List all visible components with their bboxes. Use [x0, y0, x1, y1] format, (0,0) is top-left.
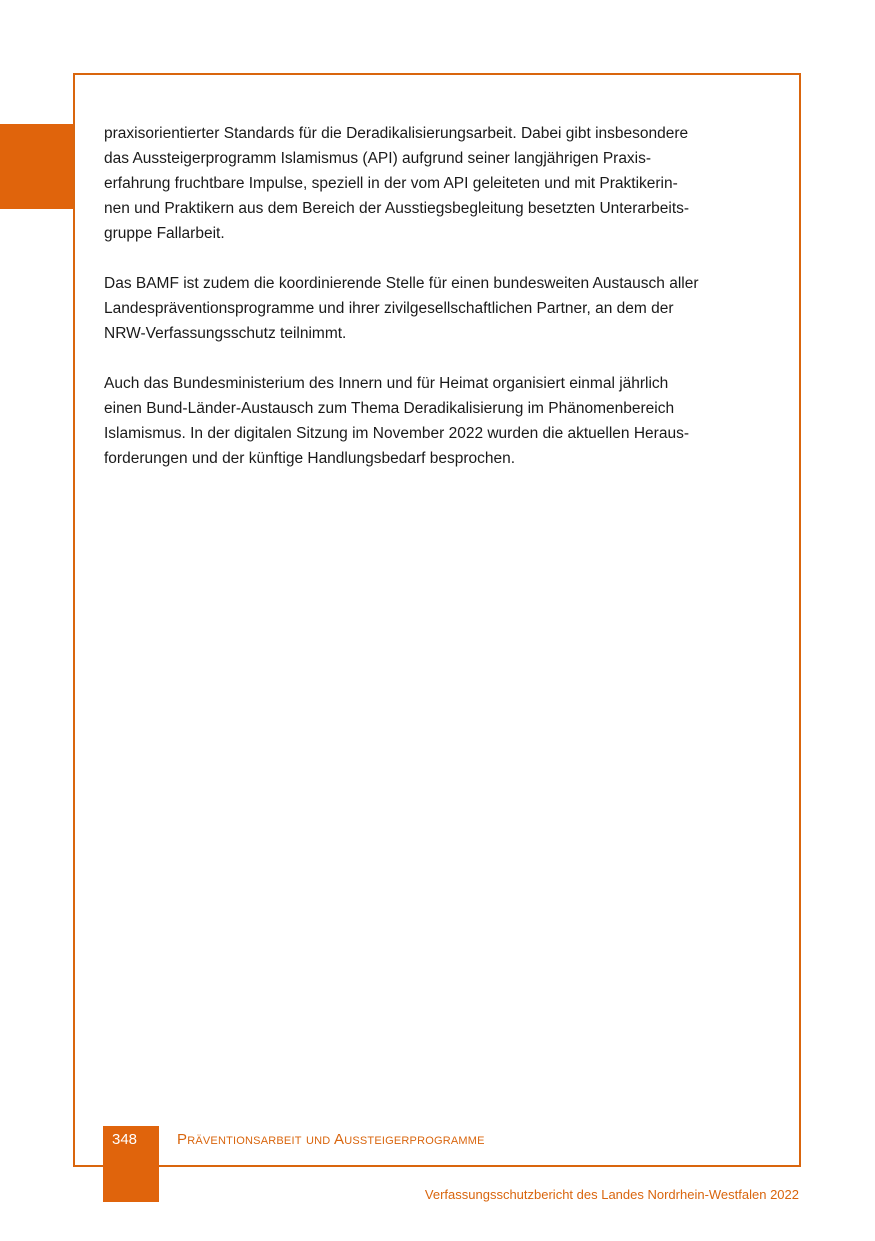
side-tab-marker	[0, 124, 73, 209]
footer-text: Verfassungsschutzbericht des Landes Nordrhein-Westfalen 2022	[424, 1187, 799, 1202]
text-line: einen Bund-Länder-Austausch zum Thema Deradikalisierung im Phänomenbereich	[104, 400, 675, 417]
text-line: forderungen und der künftige Handlungsbedarf besprochen.	[104, 450, 516, 467]
page-number: 348	[112, 1131, 138, 1148]
text-line: erfahrung fruchtbare Impulse, speziell in der vom API geleiteten und mit Praktikerin-	[104, 175, 678, 192]
text-line: Auch das Bundesministerium des Innern und für Heimat organisiert einmal jährlich	[104, 375, 669, 392]
text-line: Landespräventionsprogramme und ihrer zivilgesellschaftlichen Partner, an dem der	[104, 300, 674, 317]
body-text	[104, 121, 774, 496]
text-line: nen und Praktikern aus dem Bereich der Ausstiegsbegleitung besetzten Unterarbeits-	[104, 200, 690, 217]
text-line: gruppe Fallarbeit.	[104, 225, 225, 242]
running-head: Präventionsarbeit und Aussteigerprogramme	[177, 1131, 485, 1148]
paragraph	[104, 371, 774, 471]
paragraph	[104, 271, 774, 346]
text-line: das Aussteigerprogramm Islamismus (API) aufgrund seiner langjährigen Praxis-	[104, 150, 652, 167]
text-line: Das BAMF ist zudem die koordinierende Stelle für einen bundesweiten Austausch aller	[104, 275, 699, 292]
text-line: praxisorientierter Standards für die Deradikalisierungsarbeit. Dabei gibt insbesondere	[104, 125, 689, 142]
text-line: Islamismus. In der digitalen Sitzung im November 2022 wurden die aktuellen Heraus-	[104, 425, 689, 442]
paragraph	[104, 121, 774, 246]
text-line: NRW-Verfassungsschutz teilnimmt.	[104, 325, 347, 342]
